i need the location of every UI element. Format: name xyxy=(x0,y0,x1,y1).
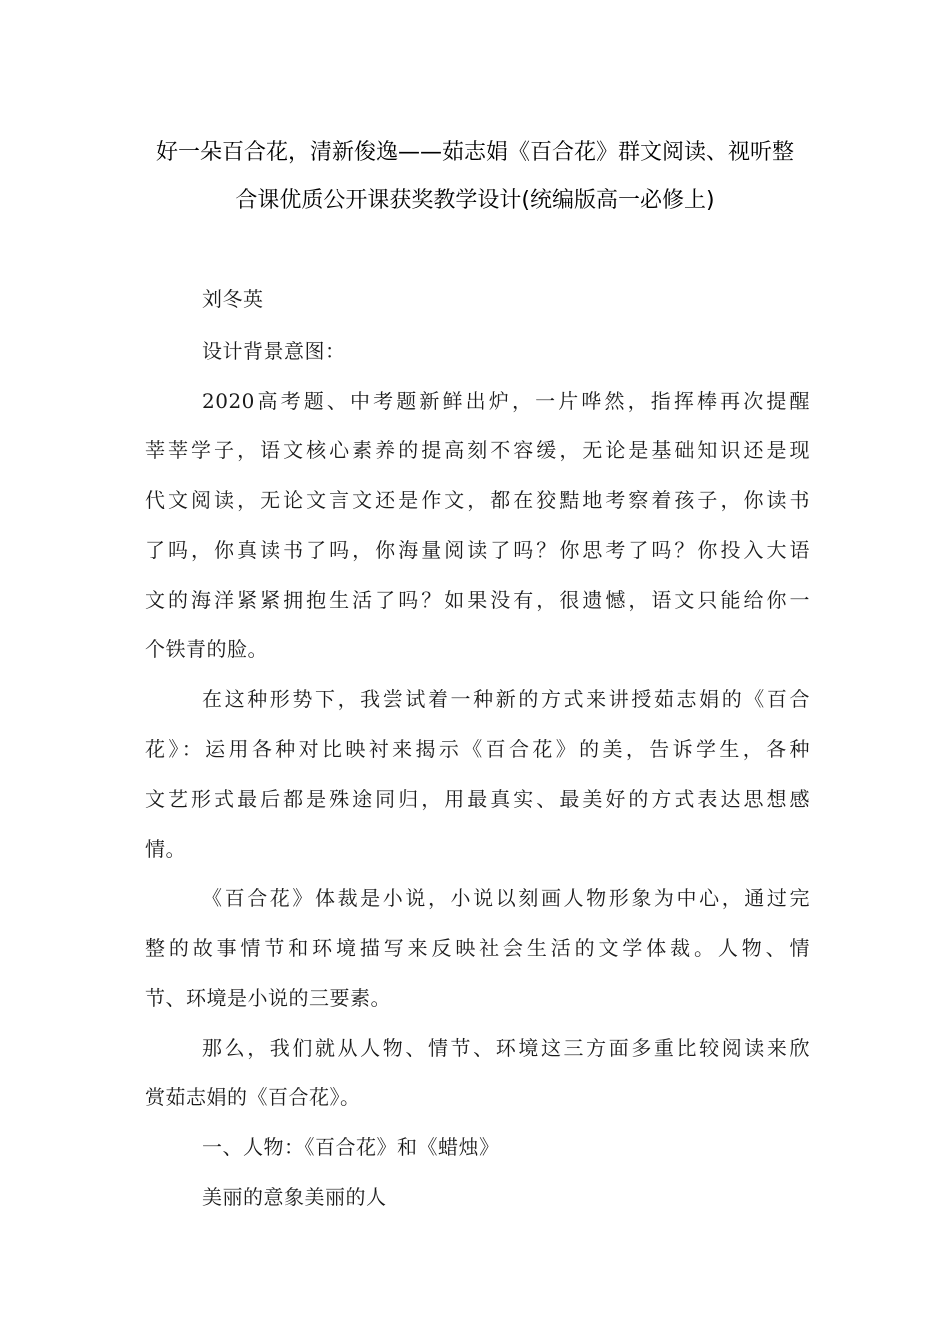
paragraph-4-line-2: 赏茹志娟的《百合花》。 xyxy=(145,1085,361,1109)
paragraph-1-line-4: 了吗，你真读书了吗，你海量阅读了吗？你思考了吗？你投入大语 xyxy=(145,538,810,562)
document-title-line-1: 好一朵百合花，清新俊逸——茹志娟《百合花》群文阅读、视听整 xyxy=(155,140,794,165)
paragraph-3-line-2: 整的故事情节和环境描写来反映社会生活的文学体裁。人物、情 xyxy=(145,936,810,960)
section-1-subheading: 美丽的意象美丽的人 xyxy=(202,1185,387,1209)
paragraph-2-line-3: 文艺形式最后都是殊途同归，用最真实、最美好的方式表达思想感 xyxy=(145,787,810,811)
paragraph-1-line-3: 代文阅读，无论文言文还是作文，都在狡黠地考察着孩子，你读书 xyxy=(145,488,810,512)
author-name: 刘冬英 xyxy=(202,287,264,311)
document-title-line-2: 合课优质公开课获奖教学设计(统编版高一必修上) xyxy=(235,188,715,213)
paragraph-1-line-1: 2020高考题、中考题新鲜出炉，一片哗然，指挥棒再次提醒 xyxy=(202,389,810,413)
section-heading-background: 设计背景意图： xyxy=(202,339,346,363)
paragraph-2-line-4: 情。 xyxy=(145,837,186,861)
paragraph-2-line-1: 在这种形势下，我尝试着一种新的方式来讲授茹志娟的《百合 xyxy=(202,687,810,711)
paragraph-3-line-1: 《百合花》体裁是小说，小说以刻画人物形象为中心，通过完 xyxy=(202,886,810,910)
paragraph-1-line-6: 个铁青的脸。 xyxy=(145,637,268,661)
paragraph-2-line-2: 花》：运用各种对比映衬来揭示《百合花》的美，告诉学生，各种 xyxy=(145,737,810,761)
section-1-heading: 一、人物：《百合花》和《蜡烛》 xyxy=(202,1135,500,1159)
paragraph-3-line-3: 节、环境是小说的三要素。 xyxy=(145,986,391,1010)
paragraph-4-line-1: 那么，我们就从人物、情节、环境这三方面多重比较阅读来欣 xyxy=(202,1036,810,1060)
paragraph-1-line-2: 莘莘学子，语文核心素养的提高刻不容缓，无论是基础知识还是现 xyxy=(145,438,810,462)
paragraph-1-line-5: 文的海洋紧紧拥抱生活了吗？如果没有，很遗憾，语文只能给你一 xyxy=(145,588,810,612)
